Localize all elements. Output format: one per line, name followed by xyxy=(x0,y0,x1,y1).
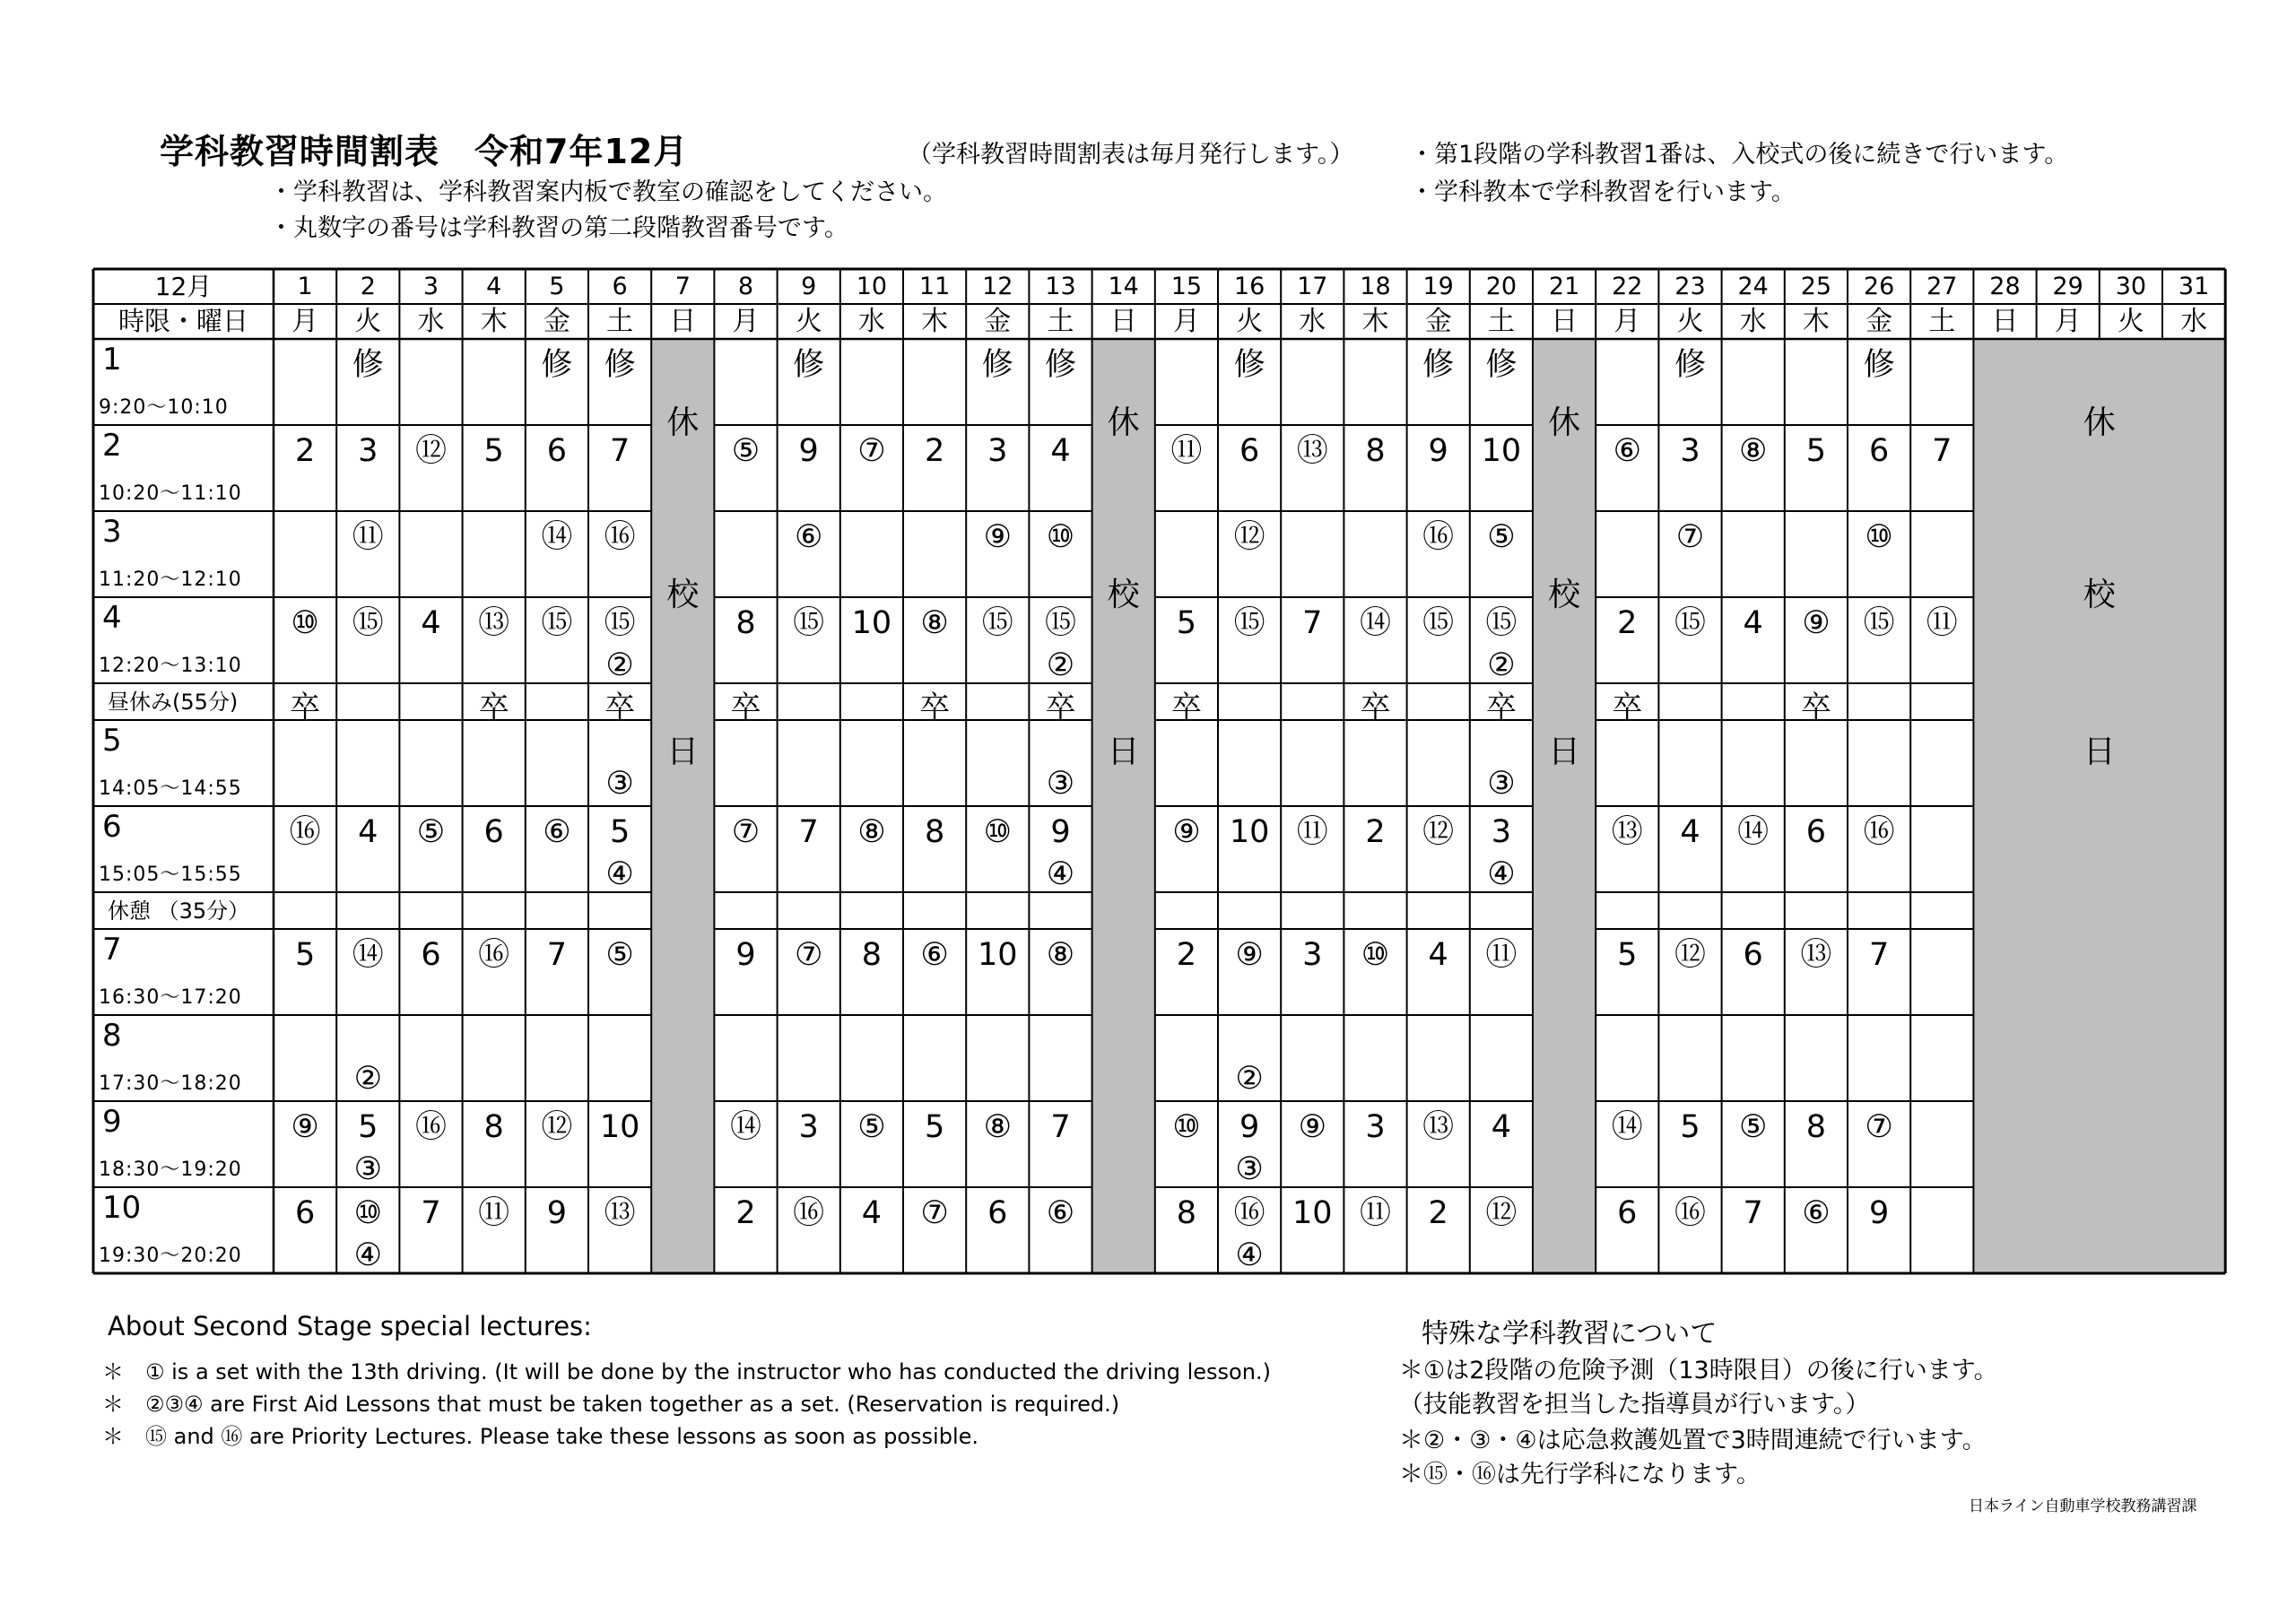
lesson-cell: ⑮ xyxy=(541,605,573,641)
graduation-mark: 卒 xyxy=(290,690,321,725)
lesson-cell: ⑯ ④ xyxy=(1233,1195,1265,1273)
graduation-mark: 卒 xyxy=(1800,690,1831,725)
footer-org: 日本ライン自動車学校教務講習課 xyxy=(1969,1497,2197,1515)
lesson-cell: 5 xyxy=(1805,433,1827,469)
lesson-cell: ⑪ xyxy=(478,1195,510,1231)
lesson-cell: 5 xyxy=(483,433,504,469)
lesson-cell: 修 xyxy=(1233,347,1265,383)
day-number: 17 xyxy=(1297,273,1328,300)
lesson-cell: ② xyxy=(1235,1061,1264,1097)
lesson-cell: ⑮ ② xyxy=(604,605,636,683)
lesson-cell: ⑮ ② xyxy=(1044,605,1076,683)
weekday: 日 xyxy=(669,305,697,337)
notes-en-heading: About Second Stage special lectures: xyxy=(108,1311,592,1341)
lesson-cell: ⑨ xyxy=(1298,1109,1326,1145)
lesson-cell: ⑨ xyxy=(1235,937,1264,973)
lesson-cell: ⑯ xyxy=(1674,1195,1706,1231)
page-title: 学科教習時間割表 令和7年12月 xyxy=(160,132,689,171)
lesson-cell: ⑮ ② xyxy=(1485,605,1518,683)
lesson-cell: 6 xyxy=(987,1195,1008,1231)
period-number: 1 xyxy=(102,342,122,378)
lesson-cell: ⑫ xyxy=(1233,519,1265,555)
weekday: 水 xyxy=(857,305,885,337)
notes-en-line: ＊ ②③④ are First Aid Lessons that must be taken together as a set. (Reservation is required.) xyxy=(102,1392,1120,1417)
day-number: 23 xyxy=(1674,273,1706,300)
lesson-cell: 7 xyxy=(546,937,568,973)
weekday: 火 xyxy=(2117,305,2144,337)
lesson-cell: 3 xyxy=(358,433,378,469)
holiday-char: 校 xyxy=(1107,577,1140,613)
lesson-cell: 8 xyxy=(1176,1195,1197,1231)
lesson-cell: ⑦ xyxy=(1865,1109,1893,1145)
lesson-cell: ⑩ xyxy=(1046,519,1075,555)
lesson-cell: 8 xyxy=(1365,433,1386,469)
period-number: 8 xyxy=(102,1018,122,1054)
note-stage1: ・第1段階の学科教習1番は、入校式の後に続きで行います。 xyxy=(1410,141,2069,169)
lesson-cell: 2 xyxy=(735,1195,756,1231)
weekday: 木 xyxy=(921,305,949,337)
lesson-cell: 6 xyxy=(294,1195,316,1231)
weekday: 日 xyxy=(1109,305,1137,337)
period-label: 時限・曜日 xyxy=(117,306,248,336)
lesson-cell: 4 xyxy=(861,1195,883,1231)
lesson-cell: ⑤ xyxy=(416,814,446,850)
lesson-cell: 3 ④ xyxy=(1487,814,1516,892)
lesson-cell: 7 xyxy=(1743,1195,1763,1231)
lesson-cell: ⑮ xyxy=(981,605,1013,641)
lesson-cell: ⑦ xyxy=(1675,519,1705,555)
period-number: 5 xyxy=(102,723,122,759)
graduation-mark: 卒 xyxy=(1045,690,1076,725)
period-time: 17:30～18:20 xyxy=(99,1072,242,1095)
lesson-cell: ⑯ xyxy=(289,814,321,850)
lesson-cell: ⑩ ④ xyxy=(353,1195,382,1273)
lesson-cell: ③ xyxy=(1046,766,1075,802)
lesson-cell: 4 xyxy=(1050,433,1071,469)
month-label: 12月 xyxy=(154,271,213,301)
period-time: 16:30～17:20 xyxy=(99,986,242,1009)
lesson-cell: 修 xyxy=(541,347,573,383)
graduation-mark: 卒 xyxy=(1170,690,1202,725)
lesson-cell: ⑥ xyxy=(543,814,571,850)
day-number: 24 xyxy=(1737,273,1769,300)
lesson-cell: 7 xyxy=(798,814,819,850)
lesson-cell: ⑧ xyxy=(983,1109,1012,1145)
lesson-cell: 3 xyxy=(798,1109,819,1145)
lesson-cell: ⑬ xyxy=(1611,814,1643,850)
lesson-cell: 7 xyxy=(1050,1109,1071,1145)
day-number: 3 xyxy=(422,273,439,300)
lesson-cell: 10 xyxy=(1481,433,1522,469)
period-time: 11:20～12:10 xyxy=(99,568,242,591)
weekday: 月 xyxy=(732,305,760,337)
weekday: 月 xyxy=(2054,305,2082,337)
lesson-cell: 9 ③ xyxy=(1235,1109,1264,1187)
note-circled: ・丸数字の番号は学科教習の第二段階教習番号です。 xyxy=(269,214,848,242)
lesson-cell: 6 xyxy=(1743,937,1763,973)
lesson-cell: 修 xyxy=(1674,347,1706,383)
lesson-cell: ⑩ xyxy=(1172,1109,1201,1145)
lesson-cell: ⑩ xyxy=(291,605,319,641)
lesson-cell: ⑤ xyxy=(1738,1109,1768,1145)
weekday: 土 xyxy=(606,305,634,337)
lesson-cell: 4 xyxy=(1491,1109,1512,1145)
day-number: 2 xyxy=(360,273,376,300)
lesson-cell: ⑪ xyxy=(1485,937,1518,973)
day-number: 25 xyxy=(1800,273,1832,300)
lesson-cell: ⑤ xyxy=(857,1109,886,1145)
weekday: 土 xyxy=(1928,305,1956,337)
day-number: 13 xyxy=(1045,273,1076,300)
lesson-cell: 8 xyxy=(483,1109,504,1145)
weekday: 水 xyxy=(1739,305,1767,337)
weekday: 水 xyxy=(1299,305,1326,337)
holiday-char: 日 xyxy=(666,733,700,770)
period-number: 10 xyxy=(102,1190,142,1226)
day-number: 26 xyxy=(1863,273,1895,300)
lesson-cell: ⑫ xyxy=(1485,1195,1518,1231)
graduation-mark: 卒 xyxy=(919,690,951,725)
notes-en-line: ＊ ① is a set with the 13th driving. (It will be done by the instructor who has conducted the driving lesson.) xyxy=(102,1359,1271,1384)
lesson-cell: ⑤ xyxy=(1487,519,1516,555)
break-label: 休憩 （35分） xyxy=(108,898,250,924)
weekday: 月 xyxy=(291,305,319,337)
period-number: 7 xyxy=(102,932,122,968)
lesson-cell: ⑭ xyxy=(1611,1109,1643,1145)
lesson-cell: ⑭ xyxy=(352,937,384,973)
weekday: 日 xyxy=(1991,305,2019,337)
period-time: 14:05～14:55 xyxy=(99,777,242,800)
graduation-mark: 卒 xyxy=(604,690,636,725)
day-number: 9 xyxy=(801,273,817,300)
lesson-cell: 7 xyxy=(421,1195,441,1231)
lesson-cell: 5 xyxy=(1176,605,1197,641)
lesson-cell: ⑥ xyxy=(794,519,823,555)
day-number: 7 xyxy=(674,273,691,300)
lesson-cell: ⑮ xyxy=(1233,605,1265,641)
period-time: 19:30～20:20 xyxy=(99,1245,242,1267)
lesson-cell: ⑥ xyxy=(1802,1195,1831,1231)
lesson-cell: ⑤ xyxy=(605,937,634,973)
lesson-cell: 9 xyxy=(1428,433,1448,469)
lesson-cell: 修 xyxy=(1044,347,1076,383)
lesson-cell: ⑭ xyxy=(729,1109,761,1145)
lesson-cell: ⑨ xyxy=(983,519,1012,555)
lesson-cell: ⑦ xyxy=(731,814,761,850)
lesson-cell: ⑥ xyxy=(1046,1195,1075,1231)
lesson-cell: ⑬ xyxy=(1800,937,1832,973)
break-label: 昼休み(55分) xyxy=(108,690,239,715)
lesson-cell: 修 xyxy=(981,347,1013,383)
period-number: 9 xyxy=(102,1104,122,1140)
graduation-mark: 卒 xyxy=(1485,690,1517,725)
lesson-cell: ⑧ xyxy=(1738,433,1768,469)
lesson-cell: 10 xyxy=(851,605,892,641)
weekday: 火 xyxy=(1236,305,1264,337)
day-number: 5 xyxy=(549,273,565,300)
lesson-cell: 修 xyxy=(604,347,636,383)
day-number: 20 xyxy=(1485,273,1518,300)
holiday-char: 校 xyxy=(1548,577,1581,613)
lesson-cell: 8 xyxy=(924,814,945,850)
day-number: 11 xyxy=(918,273,951,300)
lesson-cell: 5 ③ xyxy=(353,1109,382,1187)
lesson-cell: 6 xyxy=(1617,1195,1638,1231)
notes-jp-line: ＊②・③・④は応急救護処置で3時間連続で行います。 xyxy=(1399,1427,1987,1454)
period-time: 18:30～19:20 xyxy=(99,1159,242,1181)
day-number: 29 xyxy=(2052,273,2083,300)
lesson-cell: 3 xyxy=(1365,1109,1386,1145)
lesson-cell: ⑪ xyxy=(1926,605,1958,641)
lesson-cell: 9 xyxy=(546,1195,568,1231)
lesson-cell: ⑮ xyxy=(1674,605,1706,641)
note-monthly: （学科教習時間割表は毎月発行します。） xyxy=(908,141,1354,169)
lesson-cell: ⑪ xyxy=(1359,1195,1391,1231)
note-textbook: ・学科教本で学科教習を行います。 xyxy=(1410,178,1796,206)
holiday-char: 休 xyxy=(1107,404,1140,441)
lesson-cell: 4 xyxy=(1428,937,1448,973)
weekday: 水 xyxy=(2180,305,2208,337)
lesson-cell: 7 xyxy=(1302,605,1323,641)
lesson-cell: ⑪ xyxy=(1170,433,1203,469)
lesson-cell: ⑯ xyxy=(793,1195,825,1231)
lesson-cell: ⑯ xyxy=(604,519,636,555)
weekday: 火 xyxy=(354,305,382,337)
lesson-cell: 2 xyxy=(1428,1195,1448,1231)
lesson-cell: ⑯ xyxy=(414,1109,447,1145)
lesson-cell: ⑮ xyxy=(352,605,384,641)
day-number: 31 xyxy=(2178,273,2210,300)
graduation-mark: 卒 xyxy=(1360,690,1391,725)
weekday: 月 xyxy=(1613,305,1641,337)
lesson-cell: 10 xyxy=(1229,814,1270,850)
lesson-cell: 7 xyxy=(1868,937,1890,973)
weekday: 金 xyxy=(1424,305,1452,337)
weekday: 木 xyxy=(1802,305,1830,337)
weekday: 金 xyxy=(984,305,1012,337)
day-number: 15 xyxy=(1170,273,1203,300)
weekday: 木 xyxy=(480,305,508,337)
day-number: 19 xyxy=(1422,273,1454,300)
period-number: 6 xyxy=(102,809,122,845)
lesson-cell: 5 xyxy=(924,1109,945,1145)
day-number: 21 xyxy=(1548,273,1580,300)
lesson-cell: 2 xyxy=(1176,937,1197,973)
weekday: 金 xyxy=(1866,305,1893,337)
lesson-cell: ⑯ xyxy=(478,937,510,973)
lesson-cell: ⑥ xyxy=(920,937,949,973)
lesson-cell: ⑩ xyxy=(1865,519,1893,555)
weekday: 金 xyxy=(543,305,570,337)
lesson-cell: ③ xyxy=(1487,766,1516,802)
holiday-char: 休 xyxy=(666,404,700,441)
lesson-cell: ⑦ xyxy=(794,937,823,973)
day-number: 1 xyxy=(297,273,313,300)
day-number: 10 xyxy=(856,273,888,300)
weekday: 日 xyxy=(1551,305,1578,337)
weekday: 水 xyxy=(417,305,445,337)
lesson-cell: 6 xyxy=(421,937,441,973)
lesson-cell: 修 xyxy=(1863,347,1895,383)
holiday-char: 休 xyxy=(2083,404,2116,441)
lesson-cell: 7 xyxy=(1932,433,1952,469)
lesson-cell: ⑧ xyxy=(857,814,886,850)
holiday-char: 休 xyxy=(1548,404,1581,441)
lesson-cell: ⑩ xyxy=(1361,937,1390,973)
notes-jp-heading: 特殊な学科教習について xyxy=(1422,1318,1718,1350)
lesson-cell: ⑫ xyxy=(1674,937,1706,973)
lesson-cell: 9 xyxy=(735,937,756,973)
lesson-cell: 3 xyxy=(1680,433,1700,469)
lesson-cell: 修 xyxy=(352,347,384,383)
period-number: 4 xyxy=(102,600,122,636)
day-number: 30 xyxy=(2115,273,2147,300)
graduation-mark: 卒 xyxy=(1612,690,1643,725)
lesson-cell: 10 xyxy=(978,937,1018,973)
period-number: 3 xyxy=(102,514,122,550)
lesson-cell: 6 xyxy=(546,433,568,469)
lesson-cell: ⑧ xyxy=(1046,937,1075,973)
lesson-cell: 5 xyxy=(1617,937,1638,973)
lesson-cell: ⑯ xyxy=(1863,814,1895,850)
lesson-cell: ⑧ xyxy=(920,605,949,641)
lesson-cell: ⑨ xyxy=(1172,814,1201,850)
lesson-cell: 2 xyxy=(294,433,316,469)
lesson-cell: 8 xyxy=(1805,1109,1827,1145)
weekday: 火 xyxy=(795,305,822,337)
day-number: 27 xyxy=(1926,273,1958,300)
lesson-cell: 9 xyxy=(798,433,819,469)
lesson-cell: ⑩ xyxy=(983,814,1012,850)
weekday: 火 xyxy=(1676,305,1704,337)
notes-jp-line: （技能教習を担当した指導員が行います。） xyxy=(1399,1391,1870,1419)
lesson-cell: ⑫ xyxy=(541,1109,573,1145)
lesson-cell: ⑭ xyxy=(1737,814,1770,850)
lesson-cell: ⑨ xyxy=(291,1109,319,1145)
day-number: 6 xyxy=(612,273,628,300)
lesson-cell: 9 xyxy=(1868,1195,1890,1231)
lesson-cell: ⑮ xyxy=(793,605,825,641)
lesson-cell: ⑯ xyxy=(1422,519,1455,555)
notes-jp-line: ＊①は2段階の危険予測（13時限目）の後に行います。 xyxy=(1399,1357,1998,1384)
holiday-char: 日 xyxy=(2083,733,2116,770)
lesson-cell: ⑬ xyxy=(604,1195,636,1231)
lesson-cell: 6 xyxy=(1239,433,1260,469)
lesson-cell: 3 xyxy=(1302,937,1323,973)
lesson-cell: ③ xyxy=(605,766,634,802)
lesson-cell: ⑦ xyxy=(920,1195,949,1231)
lesson-cell: 2 xyxy=(1617,605,1638,641)
day-number: 14 xyxy=(1108,273,1139,300)
lesson-cell: ⑫ xyxy=(1422,814,1455,850)
holiday-char: 校 xyxy=(666,577,700,613)
note-board: ・学科教習は、学科教習案内板で教室の確認をしてください。 xyxy=(269,178,947,206)
lesson-cell: ⑫ xyxy=(414,433,447,469)
weekday: 木 xyxy=(1361,305,1389,337)
lesson-cell: 5 xyxy=(294,937,316,973)
lesson-cell: 10 xyxy=(1292,1195,1333,1231)
lesson-cell: 2 xyxy=(1365,814,1386,850)
lesson-cell: ⑭ xyxy=(1359,605,1391,641)
lesson-cell: 7 xyxy=(609,433,631,469)
lesson-cell: ⑮ xyxy=(1422,605,1455,641)
lesson-cell: ⑤ xyxy=(731,433,761,469)
lesson-cell: 修 xyxy=(1485,347,1518,383)
graduation-mark: 卒 xyxy=(730,690,761,725)
day-number: 12 xyxy=(982,273,1013,300)
holiday-char: 校 xyxy=(2083,577,2116,613)
holiday-char: 日 xyxy=(1548,733,1581,770)
lesson-cell: 9 ④ xyxy=(1046,814,1075,892)
lesson-cell: 6 xyxy=(1868,433,1890,469)
lesson-cell: 4 xyxy=(421,605,441,641)
lesson-cell: 6 xyxy=(1805,814,1827,850)
lesson-cell: ⑮ xyxy=(1863,605,1895,641)
day-number: 4 xyxy=(486,273,502,300)
weekday: 土 xyxy=(1487,305,1515,337)
period-time: 12:20～13:10 xyxy=(99,655,242,677)
lesson-cell: ⑪ xyxy=(1296,814,1328,850)
day-number: 16 xyxy=(1233,273,1265,300)
lesson-cell: 3 xyxy=(987,433,1008,469)
lesson-cell: ⑦ xyxy=(857,433,886,469)
lesson-cell: ⑬ xyxy=(1422,1109,1455,1145)
day-number: 8 xyxy=(737,273,754,300)
day-number: 28 xyxy=(1989,273,2021,300)
lesson-cell: ② xyxy=(353,1061,382,1097)
graduation-mark: 卒 xyxy=(478,690,509,725)
lesson-cell: 2 xyxy=(924,433,945,469)
lesson-cell: 8 xyxy=(861,937,883,973)
lesson-cell: ⑨ xyxy=(1802,605,1831,641)
lesson-cell: 6 xyxy=(483,814,504,850)
lesson-cell: 5 xyxy=(1680,1109,1700,1145)
lesson-cell: ⑥ xyxy=(1613,433,1641,469)
notes-jp-line: ＊⑮・⑯は先行学科になります。 xyxy=(1399,1461,1761,1488)
lesson-cell: ⑬ xyxy=(1296,433,1328,469)
lesson-cell: ⑭ xyxy=(541,519,573,555)
lesson-cell: 4 xyxy=(358,814,378,850)
lesson-cell: 4 xyxy=(1680,814,1700,850)
lesson-cell: 修 xyxy=(1422,347,1455,383)
lesson-cell: 10 xyxy=(599,1109,640,1145)
day-number: 18 xyxy=(1360,273,1391,300)
day-number: 22 xyxy=(1612,273,1643,300)
lesson-cell: ⑬ xyxy=(478,605,510,641)
period-time: 9:20～10:10 xyxy=(99,396,229,419)
lesson-cell: 4 xyxy=(1743,605,1763,641)
lesson-cell: ⑪ xyxy=(352,519,384,555)
period-number: 2 xyxy=(102,428,122,464)
period-time: 10:20～11:10 xyxy=(99,482,242,505)
lesson-cell: 8 xyxy=(735,605,756,641)
period-time: 15:05～15:55 xyxy=(99,864,242,886)
holiday-char: 日 xyxy=(1107,733,1140,770)
weekday: 土 xyxy=(1047,305,1074,337)
notes-en-line: ＊ ⑮ and ⑯ are Priority Lectures. Please take these lessons as soon as possible. xyxy=(102,1424,979,1449)
weekday: 月 xyxy=(1172,305,1200,337)
lesson-cell: 修 xyxy=(793,347,825,383)
lesson-cell: 5 ④ xyxy=(605,814,634,892)
